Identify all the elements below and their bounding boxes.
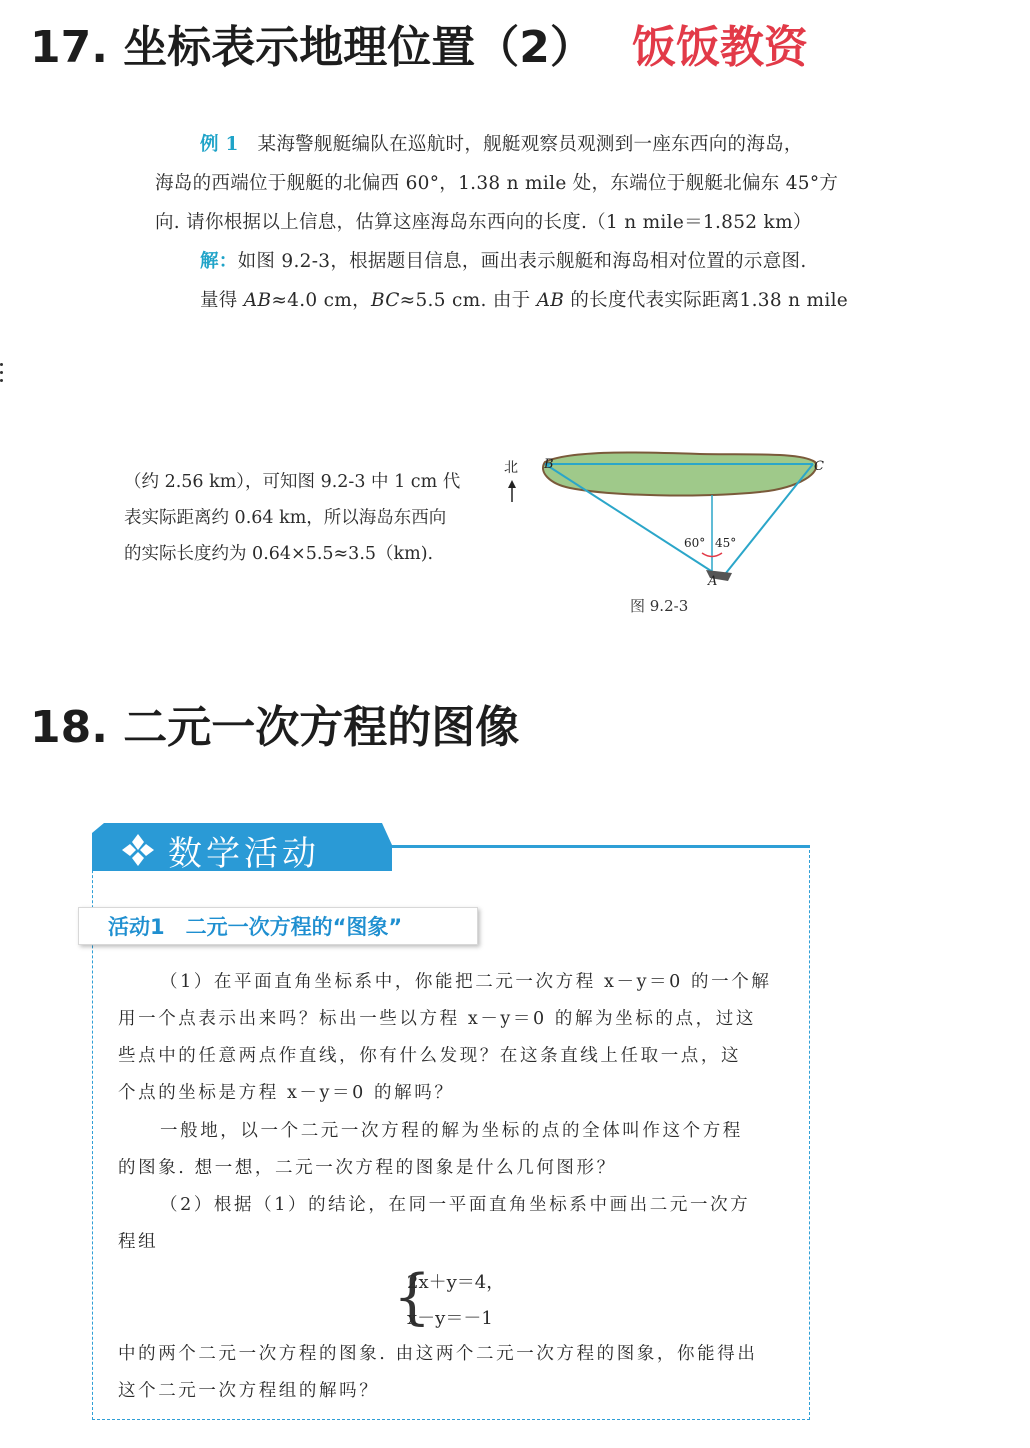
system-brace: { [393, 1262, 432, 1332]
point-b: B [544, 457, 554, 472]
solution-seg-g: 的长度代表实际距离1.38 n mile [564, 290, 849, 311]
p1-line-4: 个点的坐标是方程 x－y＝0 的解吗？ [118, 1083, 455, 1103]
equation-1: 2x＋y＝4， [407, 1272, 505, 1293]
p1-line-2: 用一个点表示出来吗？标出一些以方程 x－y＝0 的解为坐标的点，过这 [118, 1009, 756, 1029]
section-18-heading: 18. 二元一次方程的图像 [30, 702, 520, 753]
p2-line-1: 一般地，以一个二元一次方程的解为坐标的点的全体叫作这个方程 [160, 1121, 743, 1141]
example-text-1: 某海警舰艇编队在巡航时，舰艇观察员观测到一座东西向的海岛， [257, 134, 803, 155]
equation-2: x－y＝－1 [407, 1308, 493, 1329]
example-line-1 [200, 130, 803, 156]
solution-seg-c: ≈4.0 cm， [271, 290, 371, 311]
side-more-handle[interactable] [0, 363, 4, 387]
p4-line-2: 这个二元一次方程组的解吗？ [118, 1381, 380, 1401]
section-17-title: 17. 坐标表示地理位置（2） [30, 22, 594, 73]
solution-line-3: （约 2.56 km），可知图 9.2-3 中 1 cm 代 [124, 472, 461, 492]
point-a: A [708, 574, 718, 589]
solution-text-1: 如图 9.2-3，根据题目信息，画出表示舰艇和海岛相对位置的示意图. [237, 251, 807, 272]
banner-title: 数学活动 [168, 834, 320, 874]
north-label: 北 [504, 460, 518, 476]
p1-line-1: （1）在平面直角坐标系中，你能把二元一次方程 x－y＝0 的一个解 [160, 972, 772, 992]
solution-seg-f: AB [536, 290, 565, 311]
equation-system [393, 1264, 533, 1334]
p2-line-2: 的图象. 想一想，二元一次方程的图象是什么几何图形？ [118, 1158, 617, 1178]
solution-seg-e: ≈5.5 cm. 由于 [399, 290, 537, 311]
solution-line-5: 的实际长度约为 0.64×5.5≈3.5（km). [124, 544, 434, 564]
solution-line-4: 表实际距离约 0.64 km，所以海岛东西向 [124, 508, 447, 528]
p4-line-1: 中的两个二元一次方程的图象. 由这两个二元一次方程的图象，你能得出 [118, 1344, 758, 1364]
solution-seg-d: BC [370, 290, 400, 311]
angle-60-label: 60° [684, 536, 706, 550]
example-line-3: 向. 请你根据以上信息，估算这座海岛东西向的长度.（1 n mile＝1.852 km） [155, 212, 812, 233]
activity-label: 活动1 二元一次方程的“图象” [108, 915, 403, 939]
section-17-heading [30, 22, 808, 74]
solution-line-2 [200, 286, 848, 312]
brand-label: 饭饭教资 [631, 22, 808, 73]
p3-line-2: 程组 [118, 1232, 159, 1252]
p3-line-1: （2）根据（1）的结论，在同一平面直角坐标系中画出二元一次方 [160, 1195, 751, 1215]
solution-seg-b: AB [243, 290, 272, 311]
example-line-2: 海岛的西端位于舰艇的北偏西 60°，1.38 n mile 处，东端位于舰艇北偏东 45°方 [155, 173, 839, 194]
activity-icon [118, 832, 158, 868]
north-arrow-head [508, 480, 516, 488]
angle-45-label: 45° [715, 536, 737, 550]
example-label: 例 1 [200, 134, 239, 155]
p1-line-3: 些点中的任意两点作直线，你有什么发现？在这条直线上任取一点，这 [118, 1046, 742, 1066]
figure-caption: 图 9.2-3 [630, 597, 689, 615]
solution-line-1 [200, 247, 807, 273]
solution-label: 解： [200, 251, 238, 272]
solution-seg-a: 量得 [200, 290, 244, 311]
point-c: C [814, 459, 824, 474]
